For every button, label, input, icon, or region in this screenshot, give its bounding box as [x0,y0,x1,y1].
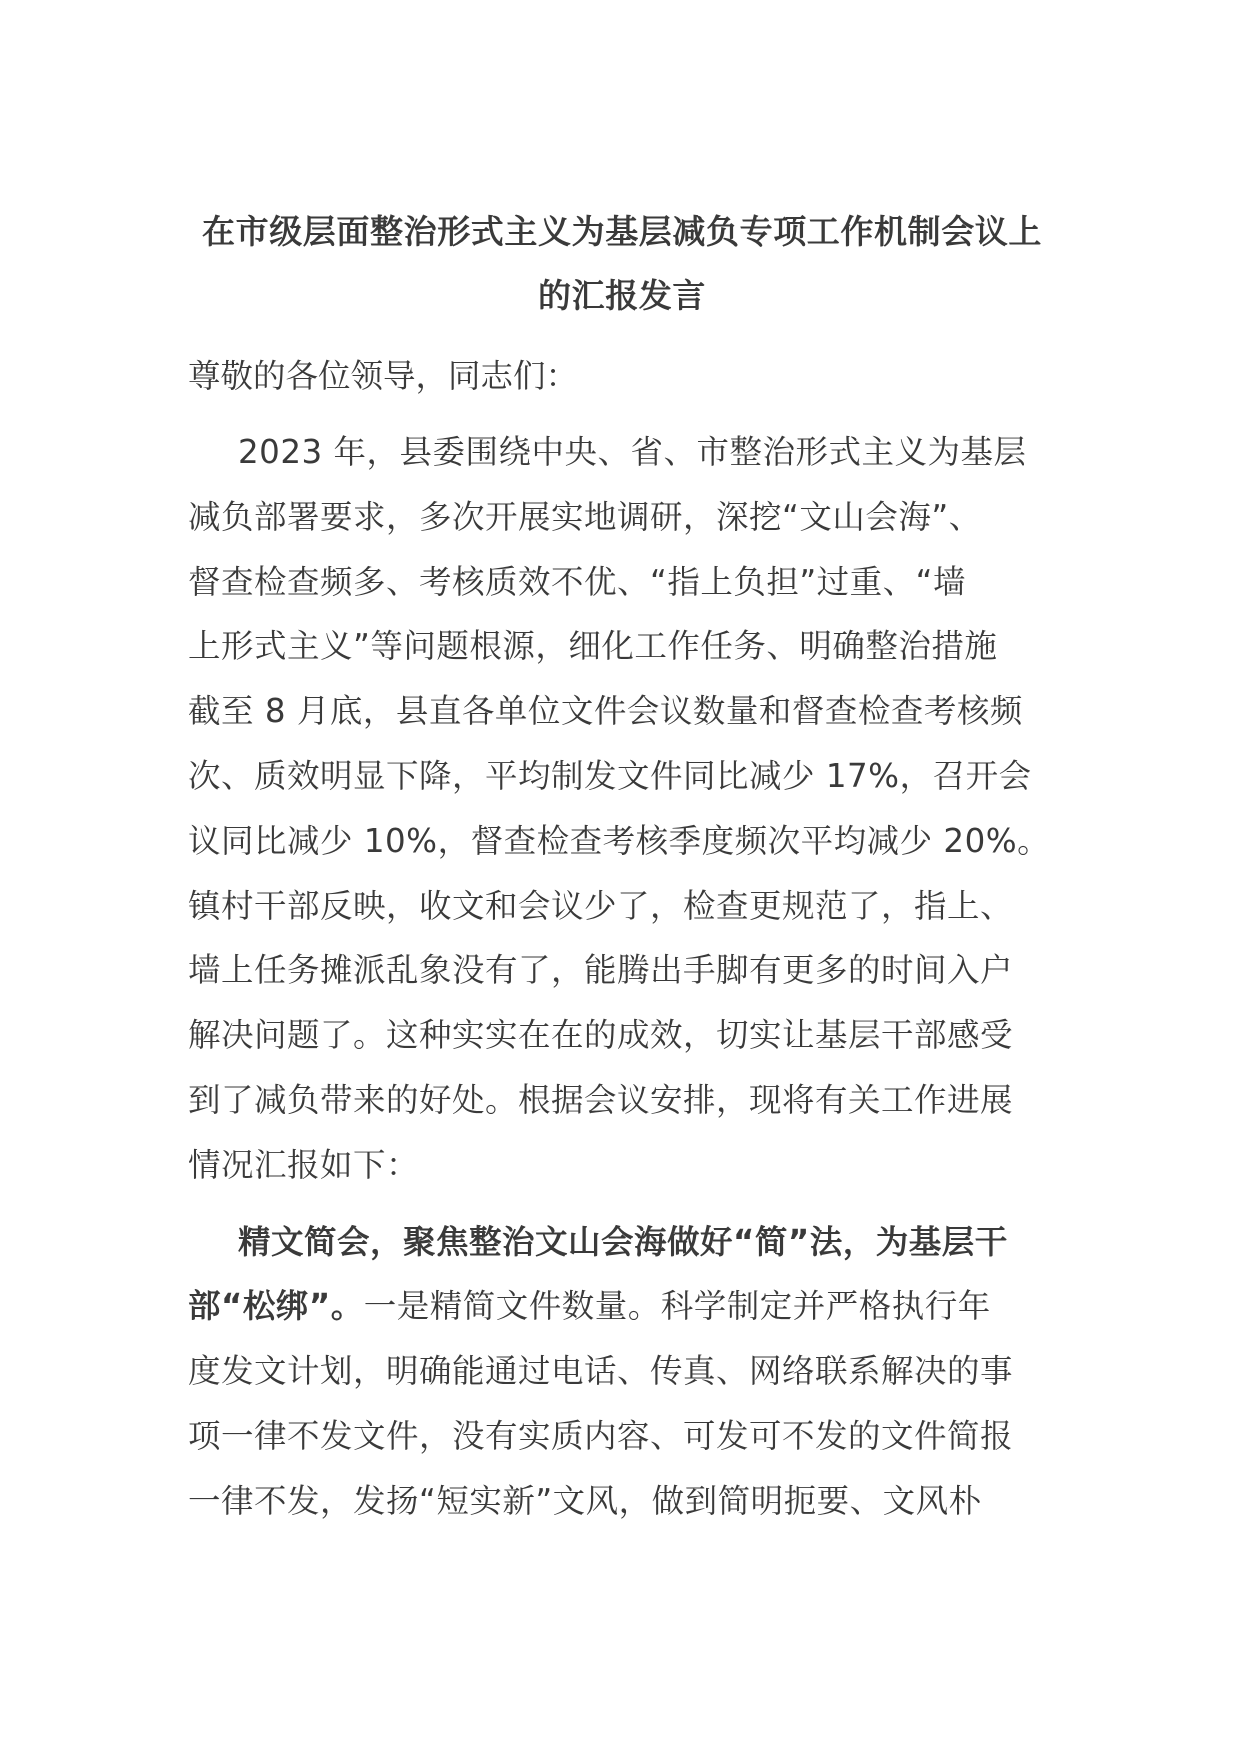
paragraph-line: 解决问题了。这种实实在在的成效，切实让基层干部感受 [188,1016,1014,1055]
section-heading-line-2: 部“松绑”。 [188,1287,364,1326]
paragraph-1 [188,420,1068,1198]
paragraph-line: 议同比减少 10%，督查检查考核季度频次平均减少 20%。 [188,821,1051,860]
title-line-2: 的汇报发言 [538,276,706,315]
section-body-start: 一是精简文件数量。科学制定并严格执行年 [363,1287,991,1326]
section-heading-line-1: 精文简会，聚焦整治文山会海做好“简”法，为基层干 [238,1222,1008,1261]
paragraph-line: 一律不发，发扬“短实新”文风，做到简明扼要、文风朴 [188,1481,982,1520]
paragraph-line: 次、质效明显下降，平均制发文件同比减少 17%，召开会 [188,756,1032,795]
paragraph-line: 减负部署要求，多次开展实地调研，深挖“文山会海”、 [188,497,982,536]
document-body [188,344,1068,1546]
document-title [188,200,1056,328]
paragraph-line: 2023 年，县委围绕中央、省、市整治形式主义为基层 [238,433,1027,471]
paragraph-line: 墙上任务摊派乱象没有了，能腾出手脚有更多的时间入户 [188,951,1014,990]
paragraph-2 [188,1210,1068,1534]
paragraph-line: 到了减负带来的好处。根据会议安排，现将有关工作进展 [188,1080,1014,1119]
paragraph-line: 度发文计划，明确能通过电话、传真、网络联系解决的事 [188,1352,1014,1391]
paragraph-line: 情况汇报如下： [188,1145,420,1184]
greeting: 尊敬的各位领导，同志们： [188,357,579,395]
paragraph-line: 上形式主义”等问题根源，细化工作任务、明确整治措施 [188,627,998,666]
paragraph-line: 截至 8 月底，县直各单位文件会议数量和督查检查考核频 [188,692,1023,731]
paragraph-line: 督查检查频多、考核质效不优、“指上负担”过重、“墙 [188,562,967,601]
title-line-1: 在市级层面整治形式主义为基层减负专项工作机制会议上 [202,212,1042,251]
paragraph-line [188,1274,1068,1339]
paragraph-line: 项一律不发文件，没有实质内容、可发可不发的文件简报 [188,1416,1014,1455]
paragraph-line: 镇村干部反映，收文和会议少了，检查更规范了，指上、 [188,886,1014,925]
